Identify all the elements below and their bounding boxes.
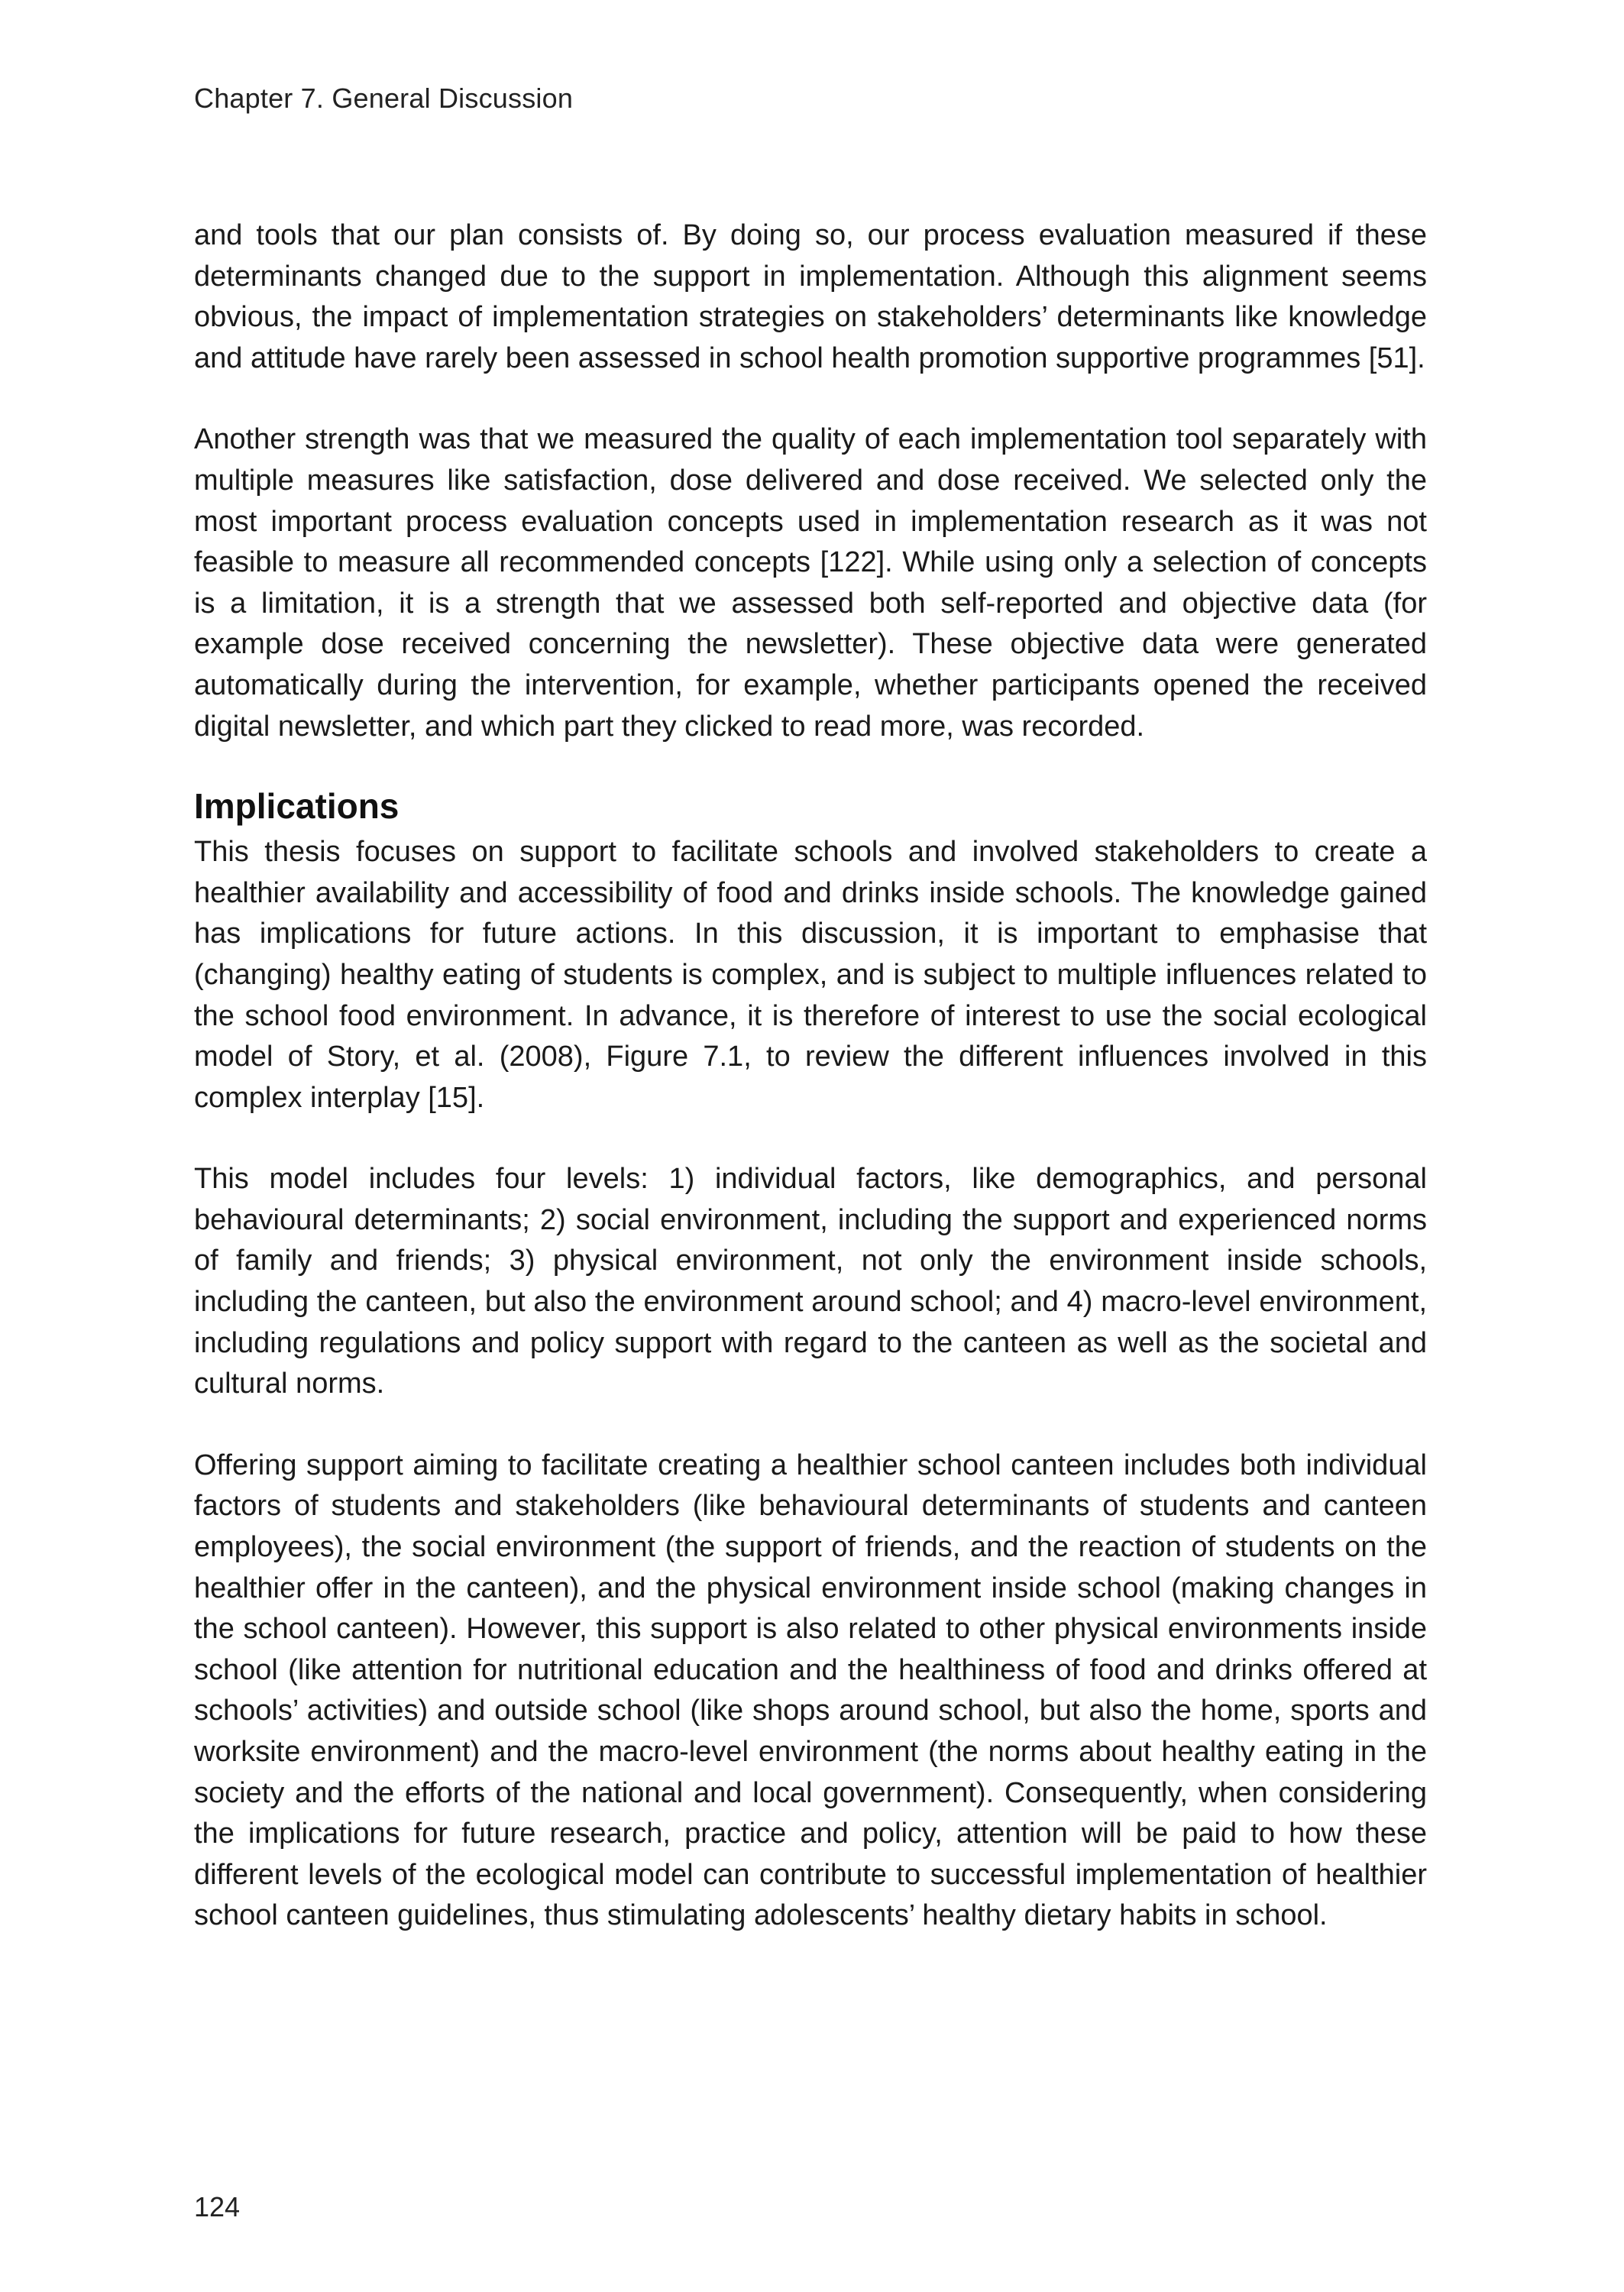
running-header: [194, 83, 573, 115]
page-number: 124: [194, 2191, 241, 2222]
body-paragraph: Another strength was that we measured the quality of each implementation tool separately with multiple measures like satisfaction, dose delivered and dose received. We selected only the most important process evaluation concepts used in implementation research as it was not feasible to measure all recommended concepts [122]. While using only a selection of concepts is a limitation, it is a strength that we assessed both self-reported and objective data (for example dose received concerning the newsletter). These objective data were generated automatically during the intervention, for example, whether participants opened the received digital newsletter, and which part they clicked to read more, was recorded.: [194, 423, 1427, 743]
body-paragraph: This thesis focuses on support to facilitate schools and involved stakeholders to create a healthier availability and accessibility of food and drinks inside schools. The knowledge gained has implications for future actions. In this discussion, it is important to emphasise that (changing) healthy eating of students is complex, and is subject to multiple influences related to the school food environment. In advance, it is therefore of interest to use the social ecological model of Story, et al. (2008), Figure 7.1, to review the different influences involved in this complex interplay [15].: [194, 836, 1427, 1114]
chapter-label: Chapter 7.: [194, 83, 325, 114]
section-heading-implications: Implications: [194, 786, 400, 827]
page-body: [194, 215, 1427, 1977]
body-paragraph: Offering support aiming to facilitate creating a healthier school canteen includes both individual factors of students and stakeholders (like behavioural determinants of students and canteen employees), the social environment (the support of friends, and the reaction of students on the healthier offer in the canteen), and the physical environment inside school (making changes in the school canteen). However, this support is also related to other physical environments inside school (like attention for nutritional education and the healthiness of food and drinks offered at schools’ activities) and outside school (like shops around school, but also the home, sports and worksite environment) and the macro-level environment (the norms about healthy eating in the society and the efforts of the national and local government). Consequently, when considering the implications for future research, practice and policy, attention will be paid to how these different levels of the ecological model can contribute to successful implementation of healthier school canteen guidelines, thus stimulating adolescents’ healthy dietary habits in school.: [194, 1449, 1427, 1932]
chapter-title: General Discussion: [332, 83, 574, 114]
body-paragraph: This model includes four levels: 1) individual factors, like demographics, and personal behavioural determinants; 2) social environment, including the support and experienced norms of family and friends; 3) physical environment, not only the environment inside schools, including the canteen, but also the environment around school; and 4) macro-level environment, including regulations and policy support with regard to the canteen as well as the societal and cultural norms.: [194, 1163, 1427, 1400]
body-paragraph: and tools that our plan consists of. By doing so, our process evaluation measured if these determinants changed due to the support in implementation. Although this alignment seems obvious, the impact of implementation strategies on stakeholders’ determinants like knowledge and attitude have rarely been assessed in school health promotion supportive programmes [51].: [194, 219, 1427, 374]
